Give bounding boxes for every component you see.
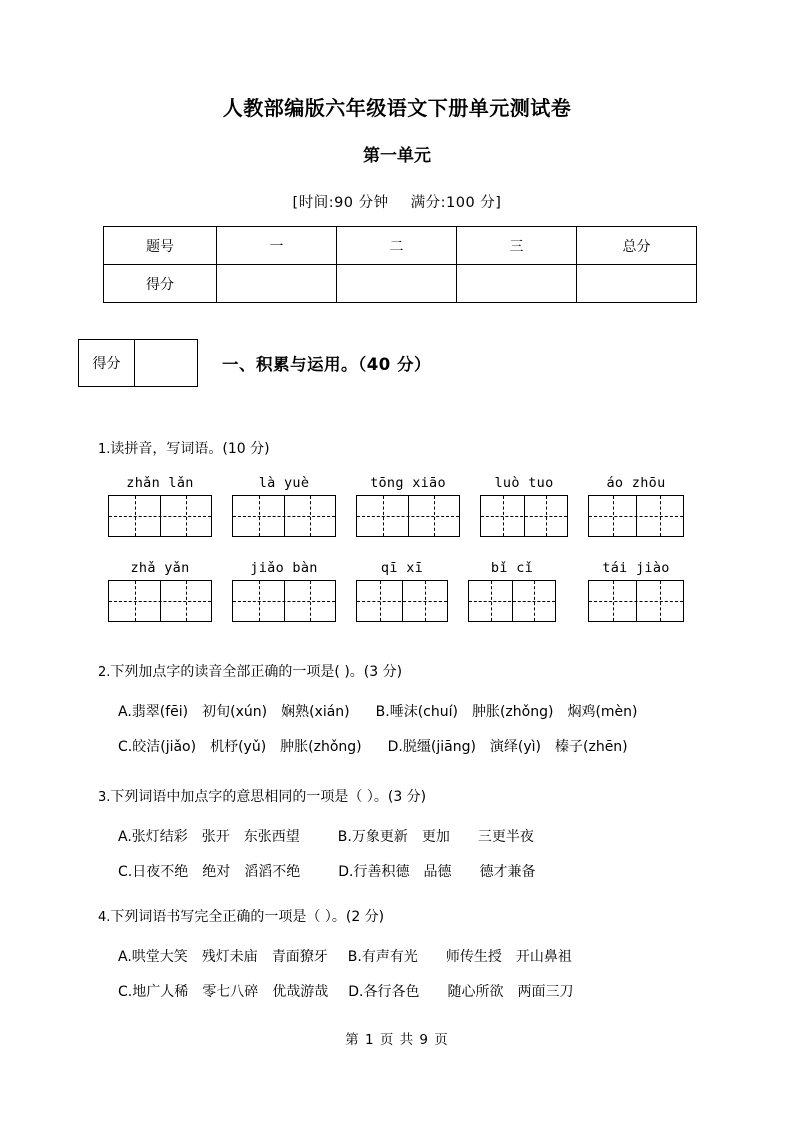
pinyin-grid-item [108, 559, 212, 622]
time-label: [时间:90 分钟 [292, 195, 389, 212]
writing-grid-box[interactable] [480, 495, 568, 537]
writing-grid-box[interactable] [108, 580, 212, 622]
pinyin-label: bǐ cǐ [490, 560, 534, 576]
table-cell-score-2[interactable] [337, 265, 457, 303]
writing-grid-box[interactable] [232, 495, 336, 537]
table-cell-header-1: 一 [217, 227, 337, 265]
table-cell-header-0: 题号 [104, 227, 217, 265]
question-4-stem [98, 909, 384, 926]
table-cell-score-1[interactable] [217, 265, 337, 303]
pinyin-grid-item [480, 474, 568, 537]
pinyin-grid-row-1 [103, 474, 703, 546]
question-2-text: 下列加点字的读音全部正确的一项是( )。(3 分) [110, 664, 403, 680]
question-2-number: 2. [98, 665, 111, 680]
option-text-a[interactable]: 哄堂大笑 残灯未庙 青面獠牙 [131, 949, 328, 965]
question-4-options-row-1 [118, 946, 572, 966]
question-2-options-row-2 [118, 736, 628, 756]
question-2-stem [98, 664, 402, 681]
option-label-a: A. [118, 829, 132, 845]
question-1-number: 1. [98, 442, 111, 457]
pinyin-label: zhǎn lǎn [126, 475, 194, 491]
score-table-wrapper [103, 226, 691, 303]
table-cell-header-4: 总分 [577, 227, 697, 265]
unit-subtitle: 第一单元 [363, 146, 431, 166]
section-score-label: 得分 [79, 340, 135, 386]
question-3-number: 3. [98, 790, 111, 805]
writing-grid-box[interactable] [356, 495, 460, 537]
pinyin-grid-item [232, 474, 336, 537]
section-score-box [78, 339, 198, 387]
question-3-options-row-2 [118, 861, 535, 881]
total-score-label: 满分:100 分] [410, 195, 502, 212]
pinyin-label: áo zhōu [606, 475, 666, 491]
option-label-b: B. [337, 829, 352, 845]
section-score-blank[interactable] [135, 340, 197, 386]
pinyin-grid-item [588, 559, 684, 622]
table-row [104, 227, 697, 265]
table-cell-score-label: 得分 [104, 265, 217, 303]
section-heading-block [78, 339, 431, 387]
writing-grid-box[interactable] [588, 495, 684, 537]
pinyin-label: tái jiào [602, 560, 670, 576]
question-4-number: 4. [98, 910, 111, 925]
option-text-b[interactable]: 万象更新 更加 三更半夜 [351, 829, 534, 845]
option-text-a[interactable]: 张灯结彩 张开 东张西望 [131, 829, 300, 845]
table-cell-score-4[interactable] [577, 265, 697, 303]
page-footer [0, 1028, 794, 1048]
option-text-c[interactable]: 地广人稀 零七八碎 优哉游哉 [132, 984, 329, 1000]
option-label-a: A. [118, 704, 132, 720]
option-label-c: C. [118, 864, 133, 880]
table-cell-header-2: 二 [337, 227, 457, 265]
pinyin-grid-item [356, 474, 460, 537]
option-text-b[interactable]: 唾沫(chuí) 肿胀(zhǒng) 焖鸡(mèn) [389, 704, 638, 720]
question-2-options-row-1 [118, 701, 638, 721]
option-label-c: C. [118, 984, 133, 1000]
option-label-b: B. [375, 704, 390, 720]
option-text-d[interactable]: 脱缰(jiāng) 演绎(yì) 榛子(zhēn) [402, 739, 628, 755]
question-3-stem [98, 789, 426, 806]
question-1-text: 读拼音，写词语。(10 分) [110, 441, 270, 457]
pinyin-grid-item [232, 559, 336, 622]
pinyin-label: là yuè [258, 475, 310, 491]
exam-meta [0, 166, 794, 212]
option-text-a[interactable]: 翡翠(fēi) 初旬(xún) 娴熟(xián) [131, 704, 350, 720]
question-1-stem [98, 441, 270, 458]
pinyin-grid-row-2 [103, 559, 703, 631]
option-text-b[interactable]: 有声有光 师传生授 开山鼻祖 [361, 949, 572, 965]
pinyin-label: zhǎ yǎn [130, 560, 190, 576]
table-cell-header-3: 三 [457, 227, 577, 265]
option-label-d: D. [338, 864, 354, 880]
option-label-d: D. [348, 984, 364, 1000]
pinyin-grid-item [108, 474, 212, 537]
question-3-options-row-1 [118, 826, 534, 846]
option-label-d: D. [387, 739, 403, 755]
section-title: 一、积累与运用。（40 分） [222, 355, 431, 374]
writing-grid-box[interactable] [232, 580, 336, 622]
page-number-text: 第 1 页 共 9 页 [345, 1032, 449, 1048]
option-label-a: A. [118, 949, 132, 965]
option-label-b: B. [347, 949, 362, 965]
pinyin-label: jiǎo bàn [250, 560, 318, 576]
pinyin-grid-item [588, 474, 684, 537]
table-cell-score-3[interactable] [457, 265, 577, 303]
pinyin-grid-item [468, 559, 556, 622]
option-label-c: C. [118, 739, 133, 755]
table-row [104, 265, 697, 303]
option-text-c[interactable]: 皎洁(jiǎo) 机杼(yǔ) 肿胀(zhǒng) [132, 739, 362, 755]
option-text-c[interactable]: 日夜不绝 绝对 滔滔不绝 [132, 864, 301, 880]
writing-grid-box[interactable] [588, 580, 684, 622]
writing-grid-box[interactable] [468, 580, 556, 622]
page-title: 人教部编版六年级语文下册单元测试卷 [222, 96, 572, 120]
pinyin-label: tōng xiāo [370, 475, 446, 491]
writing-grid-box[interactable] [108, 495, 212, 537]
pinyin-grid-item [356, 559, 448, 622]
question-3-text: 下列词语中加点字的意思相同的一项是（ ）。(3 分) [110, 789, 427, 805]
question-4-options-row-2 [118, 981, 573, 1001]
pinyin-label: qī xī [380, 560, 424, 576]
question-4-text: 下列词语书写完全正确的一项是（ ）。(2 分) [110, 909, 385, 925]
option-text-d[interactable]: 各行各色 随心所欲 两面三刀 [363, 984, 574, 1000]
option-text-d[interactable]: 行善积德 品德 德才兼备 [353, 864, 536, 880]
pinyin-label: luò tuo [494, 475, 554, 491]
writing-grid-box[interactable] [356, 580, 448, 622]
score-table [103, 226, 697, 303]
